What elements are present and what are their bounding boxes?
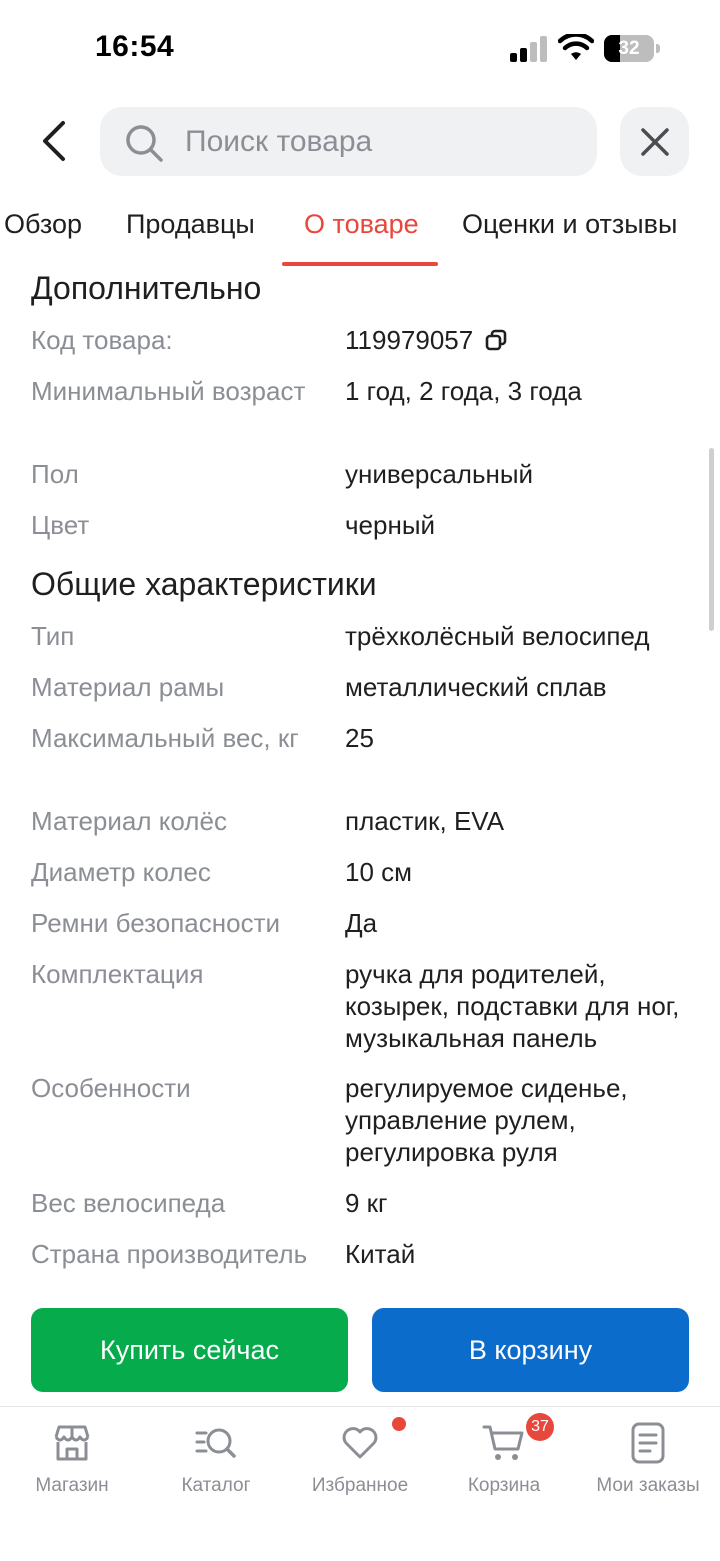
nav-label: Корзина [467, 1475, 541, 1496]
nav-item-catalog[interactable] [144, 1407, 288, 1517]
spec-label: Пол [31, 459, 79, 489]
section-title-general: Общие характеристики [31, 566, 377, 602]
nav-item-favorites[interactable] [288, 1407, 432, 1517]
nav-item-cart[interactable] [432, 1407, 576, 1517]
spec-label: Вес велосипеда [31, 1188, 226, 1218]
favorites-notification-dot [392, 1417, 406, 1431]
tab-sellers[interactable]: Продавцы [126, 209, 255, 239]
spec-label: Максимальный вес, кг [31, 723, 299, 753]
spec-label: Тип [31, 621, 75, 651]
copy-icon[interactable] [485, 329, 507, 351]
product-specs [0, 266, 720, 1294]
section-title-additional: Дополнительно [31, 270, 262, 306]
shop-icon [50, 1421, 94, 1465]
tab-overview[interactable]: Обзор [4, 209, 82, 239]
spec-value: трёхколёсный велосипед [345, 621, 650, 651]
add-to-cart-button[interactable]: В корзину [372, 1308, 689, 1392]
nav-label: Каталог [181, 1475, 251, 1496]
chevron-left-icon [39, 119, 69, 163]
battery-icon [604, 35, 660, 62]
search-bar[interactable] [100, 107, 597, 176]
spec-value: пластик, EVA [345, 806, 505, 836]
spec-label: Особенности [31, 1073, 191, 1103]
spec-value: 9 кг [345, 1188, 388, 1218]
spec-label: Диаметр колес [31, 857, 211, 887]
spec-value: черный [345, 510, 436, 540]
nav-label: Мои заказы [596, 1475, 700, 1496]
nav-item-orders[interactable] [576, 1407, 720, 1517]
spec-label: Ремни безопасности [31, 908, 281, 938]
battery-level: 32 [618, 38, 640, 59]
spec-value: универсальный [345, 459, 534, 489]
bottom-navigation [0, 1406, 720, 1561]
close-button[interactable] [620, 107, 689, 176]
wifi-icon [558, 34, 594, 62]
catalog-search-icon [194, 1421, 238, 1465]
spec-value: металлический сплав [345, 672, 607, 702]
spec-value: Да [345, 908, 378, 938]
search-input[interactable] [185, 107, 575, 176]
spec-label: Код товара: [31, 325, 173, 355]
tab-reviews[interactable]: Оценки и отзывы [462, 209, 678, 239]
heart-icon [338, 1421, 382, 1465]
back-button[interactable] [28, 112, 80, 170]
tab-about-product[interactable]: О товаре [304, 209, 419, 239]
status-time: 16:54 [95, 30, 175, 63]
search-icon [124, 123, 164, 163]
cart-icon [482, 1421, 526, 1465]
spec-label: Материал рамы [31, 672, 225, 702]
spec-label: Комплектация [31, 959, 204, 989]
nav-label: Избранное [311, 1475, 409, 1496]
spec-value: регулируемое сиденье, управление рулем, регулировка руля [345, 1073, 628, 1167]
spec-value-product-code [345, 324, 690, 356]
cart-count-badge: 37 [526, 1413, 554, 1441]
orders-icon [626, 1421, 670, 1465]
buy-now-button[interactable]: Купить сейчас [31, 1308, 348, 1392]
spec-value: ручка для родителей, козырек, подставки для ног, музыкальная панель [345, 959, 680, 1053]
spec-label: Цвет [31, 510, 90, 540]
status-bar [0, 0, 720, 96]
signal-icon [510, 36, 550, 62]
spec-value: Китай [345, 1239, 416, 1269]
spec-label: Страна производитель [31, 1239, 308, 1269]
spec-label: Минимальный возраст [31, 376, 306, 406]
nav-label: Магазин [35, 1475, 109, 1496]
scrollbar[interactable] [709, 448, 714, 631]
spec-label: Материал колёс [31, 806, 227, 836]
spec-value: 1 год, 2 года, 3 года [345, 376, 582, 406]
spec-value: 25 [345, 723, 374, 753]
close-icon [640, 127, 670, 157]
product-code: 119979057 [345, 325, 474, 355]
nav-item-shop[interactable] [0, 1407, 144, 1517]
spec-value: 10 см [345, 857, 413, 887]
product-tabs [0, 196, 720, 266]
